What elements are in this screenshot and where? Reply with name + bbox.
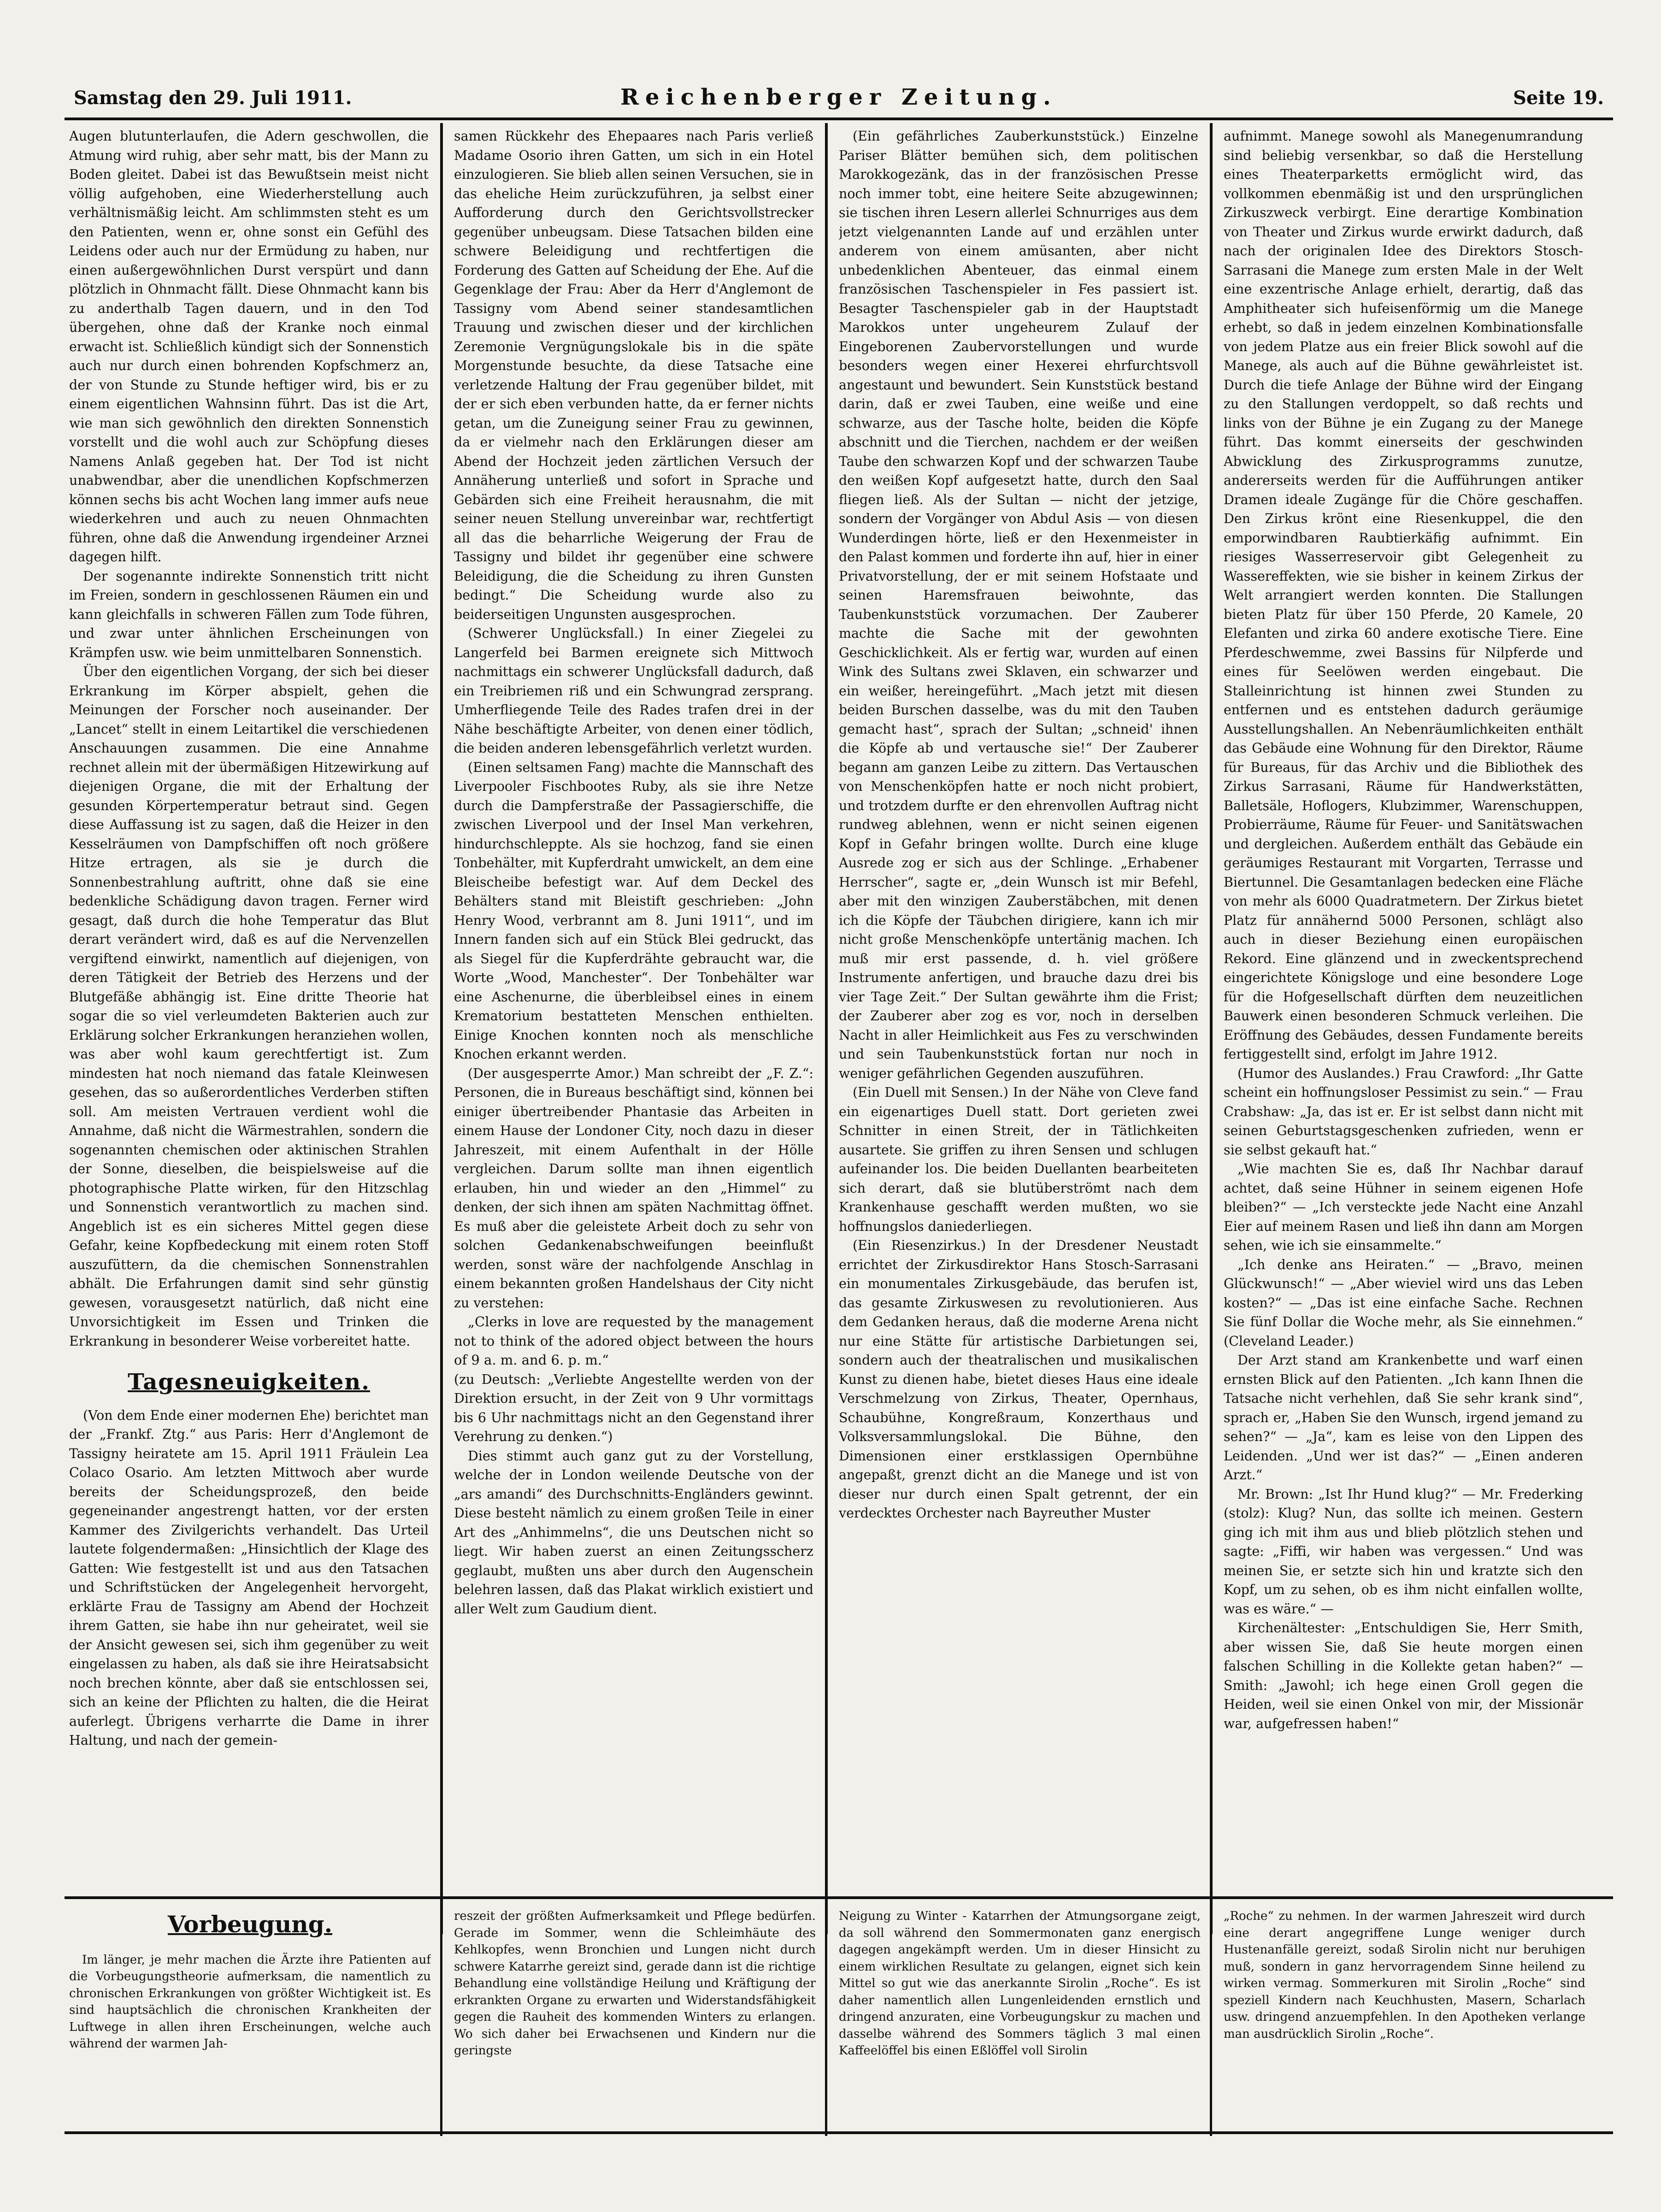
notice-translation: (zu Deutsch: „Verliebte Angestellte werden von der Direktion ersucht, in der Zeit von 9 Uhr vormittags bis 6 Uhr nachmittags nicht an den Gegenstand ihrer Verehrung zu denken.“) — [454, 1371, 813, 1444]
column-1 — [69, 127, 429, 1892]
humor-item-2: „Wie machten Sie es, daß Ihr Nachbar darauf achtet, daß seine Hühner in seinem eigenen Hofe bleiben?“ — „Ich versteckte jede Nacht eine Anzahl Eier auf meinem Rasen und ließ ihn dann am Morgen sehen, wie ich sie einsammelte.“ — [1224, 1161, 1583, 1253]
column-3 — [839, 127, 1198, 1892]
humor-item-4: Der Arzt stand am Krankenbette und warf einen ernsten Blick auf den Patienten. „Ich kann Ihnen die Tatsache nicht verhehlen, daß Sie sehr krank sind“, sprach er, „Haben Sie den Wunsch, irgend jemand zu sehen?“ — „Ja“, kam es leise von den Lippen des Leidenden. „Und wer ist das?“ — „Einen anderen Arzt.“ — [1224, 1353, 1583, 1483]
news-item-strange-catch: (Einen seltsamen Fang) machte die Mannschaft des Liverpooler Fischbootes Ruby, als sie ihre Netze durch die Dampferstraße der Passagierschiffe, die zwischen Liverpool und der Insel Man verkehren, hindurchschleppte. Als sie hochzog, fand sie einen Tonbehälter, mit Kupferdraht umwickelt, an dem eine Bleischeibe befestigt war. Auf dem Deckel des Behälters stand mit Bleistift geschrieben: „John Henry Wood, verbrannt am 8. Juni 1911“, und im Innern fanden sich auf ein Stück Blei gedruckt, das als Siegel für die Kupferdrähte gebraucht war, die Worte „Wood, Manchester“. Der Tonbehälter war eine Aschenurne, die überbleibsel eines in einem Krematorium bestatteten Menschen enthielten. Einige Knochen konnten noch als menschliche Knochen erkannt werden. — [454, 759, 813, 1062]
masthead — [65, 81, 1613, 120]
advert-text-4: „Roche“ zu nehmen. In der warmen Jahreszeit wird durch eine derart angegriffene Lunge weniger durch Hustenanfälle gereizt, sodaß Sirolin nicht nur beruhigen muß, sondern in ganz hervorragendem Sinne heilend zu wirken vermag. Sommerkuren mit Sirolin „Roche“ sind speziell Kindern nach Keuchhusten, Masern, Scharlach usw. dringend anzuempfehlen. In den Apotheken verlange man ausdrücklich Sirolin „Roche“. — [1224, 1909, 1585, 2041]
advert-heading: Vorbeugung. — [167, 1911, 333, 1938]
news-item-locked-out-amor: (Der ausgesperrte Amor.) Man schreibt der „F. Z.“: Personen, die in Bureaus beschäftigt sind, können bei einiger übertreibender Phantasie das Arbeiten in einem Hause der Londoner City, noch dazu in dieser Jahreszeit, mit einem Aufenthalt in der Hölle vergleichen. Darum sollte man ihnen eigentlich erlauben, hin und wieder an den „Himmel“ zu denken, der sich ihnen am späten Nachmittag öffnet. Es muß aber die geleistete Arbeit doch zu sehr von solchen Gedankenabschweifungen beeinflußt werden, sonst wäre der nachfolgende Anschlag in einem bekannten großen Handelshaus der City nicht zu verstehen: — [454, 1065, 813, 1311]
advert-text-2: reszeit der größten Aufmerksamkeit und Pflege bedürfen. Gerade im Sommer, wenn die Schleimhäute des Kehlkopfes, wenn Bronchien und Lungen nicht durch schwere Katarrhe gereizt sind, gerade dann ist die richtige Behandlung eine vollständige Heilung und Kräftigung der erkrankten Organe zu erwarten und Widerstandsfähigkeit gegen die Rauheit des kommenden Winters zu erlangen. Wo sich daher bei Erwachsenen und Kindern nur die geringste — [454, 1909, 816, 2058]
column-rule — [825, 123, 828, 1934]
advert-column-3 — [839, 1908, 1201, 2129]
news-item-accident: (Schwerer Unglücksfall.) In einer Ziegelei zu Langerfeld bei Barmen ereignete sich Mittwoch nachmittags ein schwerer Unglücksfall dadurch, daß ein Treibriemen riß und ein Schwungrad zersprang. Umherfliegende Teile des Rades trafen drei in der Nähe beschäftigte Arbeiter, von denen einer tödlich, die beiden anderen lebensgefährlich verletzt wurden. — [454, 626, 813, 756]
humor-item-5: Mr. Brown: „Ist Ihr Hund klug?“ — Mr. Frederking (stolz): Klug? Nun, das sollte ich meinen. Gestern ging ich mit ihm aus und blieb plötzlich stehen und sagte: „Fiffi, wir haben was vergessen.“ Und was meinen Sie, er setzte sich hin und kratzte sich den Kopf, um zu sehen, ob es ihm nicht einfallen wollte, was es wäre.“ — — [1224, 1486, 1583, 1617]
column-2 — [454, 127, 813, 1892]
advert-column-4 — [1224, 1908, 1585, 2129]
humor-item-1: (Humor des Auslandes.) Frau Crawford: „Ihr Gatte scheint ein hoffnungsloser Pessimist zu sein.“ — Frau Crabshaw: „Ja, das ist er. Er ist selbst dann nicht mit seinen Geburtstagsgeschenken zufrieden, wenn er sie selbst gekauft hat.“ — [1224, 1065, 1583, 1158]
humor-item-6: Kirchenältester: „Entschuldigen Sie, Herr Smith, aber wissen Sie, daß Sie heute morgen einen falschen Schilling in die Kollekte getan haben?“ — Smith: „Jawohl; ich hege einen Groll gegen die Heiden, weil sie einen Onkel von mir, der Missionär war, aufgefressen haben!“ — [1224, 1620, 1583, 1731]
advert-column-1 — [69, 1908, 431, 2129]
newspaper-title: Reichenberger Zeitung. — [620, 84, 1057, 110]
column-rule — [440, 123, 443, 1934]
humor-item-3: „Ich denke ans Heiraten.“ — „Bravo, meinen Glückwunsch!“ — „Aber wieviel wird uns das Leben kosten?“ — „Das ist eine einfache Sache. Rechnen Sie fünf Dollar die Woche mehr, als Sie einnehmen.“ (Cleveland Leader.) — [1224, 1257, 1583, 1349]
column-rule — [1210, 123, 1213, 1934]
advert-column-2 — [454, 1908, 816, 2129]
news-item-scythe-duel: (Ein Duell mit Sensen.) In der Nähe von Cleve fand ein eigenartiges Duell statt. Dort gerieten zwei Schnitter in einen Streit, der in Tätlichkeiten ausartete. Sie griffen zu ihren Sensen und schlugen aufeinander los. Die beiden Duellanten bearbeiteten sich derart, daß sie blutüberströmt nach dem Krankenhause geschafft werden mußten, wo sie hoffnungslos daniederliegen. — [839, 1085, 1198, 1234]
news-item-divorce: (Von dem Ende einer modernen Ehe) berichtet man der „Frankf. Ztg.“ aus Paris: Herr d'Anglemont de Tassigny heiratete am 15. April 1911 Fräulein Lea Colaco Osario. Am letzten Mittwoch aber wurde bereits der Scheidungsprozeß, den beide gegeneinander angestrengt hatten, vor der ersten Kammer des Zivilgerichts verhandelt. Das Urteil lautete folgendermaßen: „Hinsichtlich der Klage des Gatten: Wie festgestellt ist und aus den Tatsachen und Schriftstücken der Angelegenheit hervorgeht, erklärte Frau de Tassigny am Abend der Hochzeit ihrem Gatten, sie habe ihn nur geheiratet, weil sie der Ansicht gewesen sei, sich ihm gegenüber zu weit eingelassen zu haben, als daß sie ihre Heiratsabsicht noch brechen könnte, aber daß sie entschlossen sei, sich an keine der Pflichten zu halten, die die Heirat auferlegt. Übrigens verharrte die Dame in ihrer Haltung, und nach der gemein- — [69, 1407, 429, 1748]
sunstroke-article-part-3: Über den eigentlichen Vorgang, der sich bei dieser Erkrankung im Körper abspielt, gehen die Meinungen der Forscher noch auseinander. Der „Lancet“ stellt in einem Leitartikel die verschiedenen Anschauungen zusammen. Die eine Annahme rechnet allein mit der übermäßigen Hitzewirkung auf diejenigen Organe, die mit der Erhaltung der gesunden Körpertemperatur betraut sind. Gegen diese Auffassung ist zu sagen, daß die Heizer in den Kesselräumen von Dampfschiffen oft noch größere Hitze ertragen, als sie je durch die Sonnenbestrahlung auftritt, ohne daß sie eine bedenkliche Schädigung davon tragen. Ferner wird gesagt, daß durch die hohe Temperatur das Blut derart verändert wird, daß es auf die Nervenzellen vergiftend einwirkt, namentlich auf diejenigen, von deren Tätigkeit der Betrieb des Herzens und der Blutgefäße abhängig ist. Eine dritte Theorie hat sogar die so viel verleumdeten Bakterien auch zur Erklärung solcher Erkrankungen heranziehen wollen, was aber wohl kaum gerechtfertigt ist. Zum mindesten hat noch niemand das fatale Kleinwesen gesehen, das so außerordentliches Verderben stiften soll. Am meisten Vertrauen verdient wohl die Annahme, daß nicht die Wärmestrahlen, sondern die sogenannten chemischen oder aktinischen Strahlen der Sonne, dieselben, die beispielsweise auf die photographische Platte wirken, für den Hitzschlag und Sonnenstich verantwortlich zu machen sind. Angeblich ist es ein sicheres Mittel gegen diese Gefahr, keine Kopfbedeckung mit einem roten Stoff auszufüttern, da die chemischen Sonnenstrahlen abhält. Die Erfahrungen damit sind sehr günstig gewesen, vorausgesetzt natürlich, daß nicht eine Unvorsichtigkeit im Essen und Trinken die Erkrankung in besonderer Weise vorbereitet hatte. — [69, 664, 429, 1349]
column-rule — [825, 1903, 827, 2136]
horizontal-rule — [65, 1896, 1613, 1899]
page-number: Seite 19. — [1513, 87, 1604, 109]
news-item-divorce-continued: samen Rückkehr des Ehepaares nach Paris verließ Madame Osorio ihren Gatten, um sich in ein Hotel einzulogieren. Sie blieb allen seinen Versuchen, sie in das eheliche Heim zurückzuführen, ja selbst einer Aufforderung durch den Gerichtsvollstrecker gegenüber unbeugsam. Diese Tatsachen bilden eine schwere Beleidigung und rechtfertigen die Forderung des Gatten auf Scheidung der Ehe. Auf die Gegenklage der Frau: Aber da Herr d'Anglemont de Tassigny vom Abend seiner standesamtlichen Trauung und zwischen dieser und der kirchlichen Zeremonie Vergnügungslokale bis in die späte Morgenstunde besuchte, da diese Tatsache eine verletzende Haltung der Frau gegenüber bildet, mit der er sich eben verbunden hatte, da er ferner nichts getan, um die Zuneigung seiner Frau zu gewinnen, da er vielmehr nach den Erklärungen dieser am Abend der Hochzeit jeden zärtlichen Versuch der Annäherung unterließ und sofort in Sprache und Gebärden sich eine Freiheit herausnahm, die mit seiner neuen Stellung unvereinbar war, rechtfertigt all das die beharrliche Weigerung der Frau de Tassigny und bildet ihr gegenüber eine schwere Beleidigung, die die Scheidung zu ihren Gunsten bedingt.“ Die Scheidung wurde also zu beiderseitigen Ungunsten ausgesprochen. — [454, 129, 813, 622]
sunstroke-article-part-2: Der sogenannte indirekte Sonnenstich tritt nicht im Freien, sondern in geschlossenen Räumen ein und kann gleichfalls in schweren Fällen zum Tode führen, und zwar unter ähnlichen Erscheinungen von Krämpfen usw. wie beim unmittelbaren Sonnenstich. — [69, 568, 429, 660]
bottom-rule — [65, 2131, 1613, 2134]
english-notice: „Clerks in love are requested by the management not to think of the adored object between the hours of 9 a. m. and 6. p. m.“ — [454, 1314, 813, 1368]
column-rule — [1210, 1903, 1212, 2136]
column-4 — [1224, 127, 1583, 1892]
advert-text-3: Neigung zu Winter - Katarrhen der Atmungsorgane zeigt, da soll während den Sommermonaten ganz energisch dagegen angekämpft werden. Um in dieser Hinsicht zu einem wirklichen Resultate zu gelangen, eignet sich kein Mittel so gut wie das anerkannte Sirolin „Roche“. Es ist daher namentlich allen Lungenleidenden ernstlich und dringend anzuraten, eine Vorbeugungskur zu machen und dasselbe während des Sommers täglich 3 mal einen Kaffeelöffel bis einen Eßlöffel voll Sirolin — [839, 1909, 1201, 2058]
news-item-magic-trick: (Ein gefährliches Zauberkunststück.) Einzelne Pariser Blätter bemühen sich, dem politischen Marokkogezänk, das in der französischen Presse noch immer tobt, eine heitere Seite abzugewinnen; sie tischen ihren Lesern allerlei Schnurriges aus dem jetzt vielgenannten Lande auf und erzählen unter anderem von einem amüsanten, aber nicht unbedenklichen Abenteuer, das einmal einem französischen Taschenspieler in Fes passiert ist. Besagter Taschenspieler gab in der Hauptstadt Marokkos unter ungeheurem Zulauf der Eingeborenen Zaubervorstellungen und wurde besonders wegen einer Hexerei ehrfurchtsvoll angestaunt und bewundert. Sein Kunststück bestand darin, daß er zwei Tauben, eine weiße und eine schwarze, aus der Tasche holte, beiden die Köpfe abschnitt und die Tierchen, nachdem er der weißen Taube den schwarzen Kopf und der schwarzen Taube den weißen Kopf aufgesetzt hatte, durch den Saal fliegen ließ. Als der Sultan — nicht der jetzige, sondern der Vorgänger von Abdul Asis — von diesen Wunderdingen hörte, ließ er den Hexenmeister in den Palast kommen und forderte ihn auf, hier in einer Privatvorstellung, der er mit seinem Hofstaate und seinen Haremsfrauen beiwohnte, das Taubenkunststück vorzumachen. Der Zauberer machte die Sache mit der gewohnten Geschicklichkeit. Als er fertig war, wurden auf einen Wink des Sultans zwei Sklaven, ein schwarzer und ein weißer, hereingeführt. „Mach jetzt mit diesen beiden Burschen dasselbe, was du mit den Tauben gemacht hast“, sprach der Sultan; „schneid' ihnen die Köpfe ab und vertausche sie!“ Der Zauberer begann am ganzen Leibe zu zittern. Das Vertauschen von Menschenköpfen hatte er noch nicht probiert, und trotzdem durfte er den ehrenvollen Auftrag nicht rundweg ablehnen, wenn er nicht seinen eigenen Kopf in Gefahr bringen wollte. Durch eine kluge Ausrede zog er sich aus der Schlinge. „Erhabener Herrscher“, sagte er, „dein Wunsch ist mir Befehl, aber mit den winzigen Zauberstäbchen, mit denen ich die Köpfe der Täubchen dirigiere, kann ich mir nicht große Menschenköpfe untertänig machen. Ich muß mir erst passende, d. h. viel größere Instrumente anfertigen, und brauche dazu drei bis vier Tage Zeit.“ Der Sultan gewährte ihm die Frist; der Zauberer aber zog es vor, noch in derselben Nacht in aller Heimlichkeit aus Fes zu verschwinden und sein Taubenkunststück fortan nur noch in weniger gefährlichen Gegenden auszuführen. — [839, 129, 1198, 1081]
issue-date: Samstag den 29. Juli 1911. — [74, 87, 352, 109]
advert-text-1: Im länger, je mehr machen die Ärzte ihre Patienten auf die Vorbeugungstheorie aufmerksam, die namentlich zu chronischen Erkrankungen von größter Wichtigkeit ist. Es sind hauptsächlich die chronischen Krankheiten der Luftwege in allen ihren Erscheinungen, welche auch während der warmen Jah- — [69, 1953, 431, 2051]
news-item-giant-circus: (Ein Riesenzirkus.) In der Dresdener Neustadt errichtet der Zirkusdirektor Hans Stosch-Sarrasani ein monumentales Zirkusgebäude, das berufen ist, das gesamte Zirkuswesen zu revolutionieren. Aus dem Gedanken heraus, daß die moderne Arena nicht nur eine Stätte für artistische Darbietungen sei, sondern auch der theatralischen und musikalischen Kunst zu dienen habe, bietet dieses Haus eine ideale Verschmelzung von Zirkus, Theater, Opernhaus, Schaubühne, Kongreßraum, Konzerthaus und Volksversammlungslokal. Die Bühne, den Dimensionen einer erstklassigen Opernbühne angepaßt, grenzt dicht an die Manege und ist von dieser nur durch einen Spalt getrennt, der ein verdecktes Orchester nach Bayreuther Muster — [839, 1238, 1198, 1521]
news-item-amor-conclusion: Dies stimmt auch ganz gut zu der Vorstellung, welche der in London weilende Deutsche von der „ars amandi“ des Durchschnitts-Engländers gewinnt. Diese besteht nämlich zu einem großen Teile in einer Art des „Anhimmelns“, die uns Deutschen nicht so liegt. Wir haben zuerst an einen Zeitungsscherz geglaubt, mußten uns aber durch den Augenschein belehren lassen, daß das Plakat wirklich existiert und aller Welt zum Gaudium dient. — [454, 1448, 813, 1617]
newspaper-page — [65, 81, 1613, 2136]
column-rule — [440, 1903, 442, 2136]
news-item-giant-circus-continued: aufnimmt. Manege sowohl als Manegenumrandung sind beliebig versenkbar, so daß die Herstellung eines Theaterparketts ermöglicht wird, das vollkommen ebenmäßig ist und den ursprünglichen Zirkuszweck verbirgt. Eine derartige Kombination von Theater und Zirkus wurde erwirkt dadurch, daß nach der originalen Idee des Direktors Stosch-Sarrasani die Manege zum ersten Male in der Welt eine exzentrische Anlage erhielt, derartig, daß das Amphitheater sich hufeisenförmig um die Manege erhebt, so daß in jedem einzelnen Kombinationsfalle von jedem Platze aus ein freier Blick sowohl auf die Manege, als auch auf die Bühne gewährleistet ist. Durch die tiefe Anlage der Bühne wird der Eingang zu den Stallungen verdoppelt, so daß rechts und links von der Bühne je ein Zugang zu der Manege führt. Das kommt einerseits der geschwinden Abwicklung des Zirkusprogramms zunutze, andererseits werden für die Aufführungen antiker Dramen ideale Zugänge für die Chöre geschaffen. Den Zirkus krönt eine Riesenkuppel, die den emporwindbaren Raubtierkäfig aufnimmt. Ein riesiges Wasserreservoir gibt Gelegenheit zu Wassereffekten, wie sie bisher in keinem Zirkus der Welt arrangiert werden konnten. Die Stallungen bieten Platz für über 150 Pferde, 20 Kamele, 20 Elefanten und zirka 60 andere exotische Tiere. Eine Pferdeschwemme, zwei Bassins für Nilpferde und eines für Seelöwen werden eingebaut. Die Stalleinrichtung ist hinnen zwei Stunden zu entfernen und es entstehen dadurch geräumige Ausstellungshallen. An Nebenräumlichkeiten enthält das Gebäude eine Wohnung für den Direktor, Räume für Bureaus, für das Archiv und die Bibliothek des Zirkus Sarrasani, Räume für Handwerkstätten, Balletsäle, Hoflogers, Klubzimmer, Warenschuppen, Probierräume, Räume für Feuer- und Sanitätswachen und dergleichen. Außerdem enthält das Gebäude ein geräumiges Restaurant mit Vorgarten, Terrasse und Biertunnel. Die Gesamtanlagen bedecken eine Fläche von mehr als 6000 Quadratmetern. Der Zirkus bietet Platz für annähernd 5000 Personen, schlägt also auch in dieser Beziehung einen europäischen Rekord. Eine glänzend und in zweckentsprechend eingerichtete Königsloge und eine besondere Loge für die Hofgesellschaft dürften dem neuzeitlichen Bauwerk einen besonderen Schmuck verleihen. Die Eröffnung des Gebäudes, dessen Fundamente bereits fertiggestellt sind, erfolgt im Jahre 1912. — [1224, 129, 1583, 1062]
section-heading-tagesneuigkeiten: Tagesneuigkeiten. — [128, 1369, 370, 1395]
sunstroke-article-part-1: Augen blutunterlaufen, die Adern geschwollen, die Atmung wird ruhig, aber sehr matt, bis der Mann zu Boden gleitet. Dabei ist das Bewußtsein meist nicht völlig aufgehoben, eine Wiederherstellung auch verhältnismäßig leicht. Am schlimmsten steht es um den Patienten, wenn er, ohne sonst ein Gefühl des Leidens oder auch nur der Ermüdung zu haben, nur einen außergewöhnlichen Durst verspürt und dann plötzlich in Ohnmacht fällt. Diese Ohnmacht kann bis zu anderthalb Tagen dauern, und in den Tod übergehen, ohne daß der Kranke noch einmal erwacht ist. Schließlich kündigt sich der Sonnenstich auch nur durch einen bohrenden Kopfschmerz an, der von Stunde zu Stunde heftiger wird, bis er zu einem eigentlichen Wahnsinn führt. Das ist die Art, wie man sich gewöhnlich den direkten Sonnenstich vorstellt und die wohl auch zur Schöpfung dieses Namens Anlaß gegeben hat. Der Tod ist nicht unabwendbar, aber die unendlichen Kopfschmerzen können sechs bis acht Wochen lang immer aufs neue wiederkehren und auch zu neuen Ohnmachten führen, ohne daß die Anwendung irgendeiner Arznei dagegen hilft. — [69, 129, 429, 565]
